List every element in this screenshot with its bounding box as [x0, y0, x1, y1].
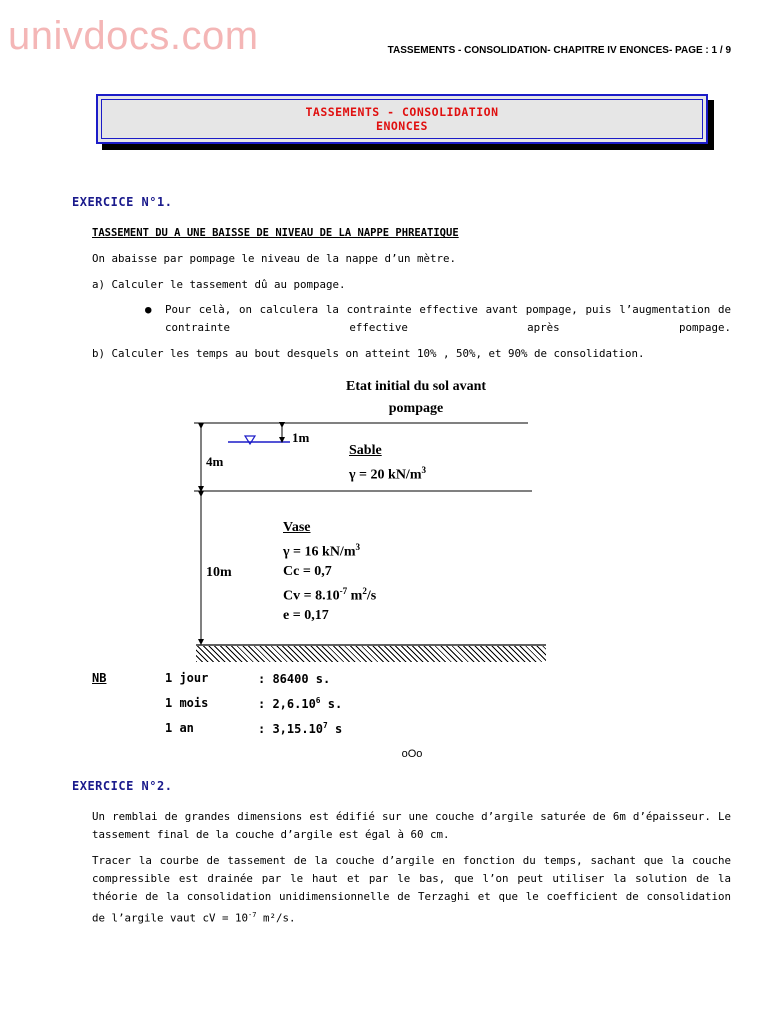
section-separator: oOo	[401, 748, 423, 760]
diagram-title-line-1: Etat initial du sol avant	[345, 379, 487, 394]
exercise-1-subheading: TASSEMENT DU A UNE BAISSE DE NIVEAU DE LA NAPPE PHREATIQUE	[92, 227, 459, 239]
clay-consolidation-coefficient: $Cv = 8.10^{-7}$ $m^2/s$	[283, 586, 377, 604]
exercise-1-intro: On abaisse par pompage le niveau de la nappe d’un mètre.	[92, 252, 457, 265]
bedrock-hatch	[196, 646, 546, 662]
watermark: univdocs.com	[8, 14, 259, 58]
clay-name: Vase	[283, 520, 311, 535]
nb-unit: 1 mois	[165, 696, 209, 710]
exercise-1-item-a: a) Calculer le tassement dû au pompage.	[92, 278, 346, 291]
nb-label: NB	[92, 671, 107, 685]
sand-name: Sable	[349, 443, 382, 458]
clay-compression-index: Cc = 0,7	[283, 564, 332, 579]
exercise-2-paragraph-1: Un remblai de grandes dimensions est édifié sur une couche d’argile saturée de 6m d’épaisseur. Le tassement final de la couche d’argile est égal à 60 cm.	[92, 810, 731, 841]
clay-unit-weight: γ = 16 $kN/m^3$	[283, 542, 361, 560]
water-table-icon	[245, 436, 255, 444]
exercise-1-bullet: Pour celà, on calculera la contrainte effective avant pompage, puis l’augmentation de contrainte effective après pompage.	[165, 303, 731, 334]
clay-void-ratio: e = 0,17	[283, 608, 329, 623]
bullet-icon: ●	[145, 303, 152, 316]
nb-value: : 2,6.10$^6$ s.	[258, 696, 343, 711]
title-line-2: ENONCES	[376, 119, 428, 133]
title-line-1: TASSEMENTS - CONSOLIDATION	[305, 105, 499, 119]
nb-unit: 1 an	[165, 721, 194, 735]
sand-unit-weight: γ = 20 $kN/m^3$	[349, 465, 427, 483]
nb-value: : 3,15.10$^7$ s	[258, 721, 343, 736]
exercise-2-paragraph-2: Tracer la courbe de tassement de la couche d’argile en fonction du temps, sachant que la couche compressible est drainée par le haut et par le bas, que l’on peut utiliser la solution de la théorie de la consolidation unidimensionnelle de Terzaghi et que le coefficient de consolidation de l’argile vaut cV = $10^{-7}$ m²/s.	[92, 854, 731, 925]
nb-unit: 1 jour	[165, 671, 209, 685]
sand-thickness-label: 4m	[206, 454, 224, 469]
exercise-2-heading: EXERCICE N°2.	[72, 779, 173, 793]
water-drop-label: 1m	[292, 430, 310, 445]
running-header: TASSEMENTS - CONSOLIDATION- CHAPITRE IV ENONCES- PAGE : 1 / 9	[387, 45, 731, 56]
clay-thickness-label: 10m	[206, 565, 232, 580]
exercise-1-heading: EXERCICE N°1.	[72, 195, 173, 209]
diagram-title-line-2: pompage	[388, 401, 444, 416]
nb-value: : 86400 s.	[258, 672, 331, 686]
exercise-1-item-b: b) Calculer les temps au bout desquels on atteint 10% , 50%, et 90% de consolidation.	[92, 347, 645, 360]
